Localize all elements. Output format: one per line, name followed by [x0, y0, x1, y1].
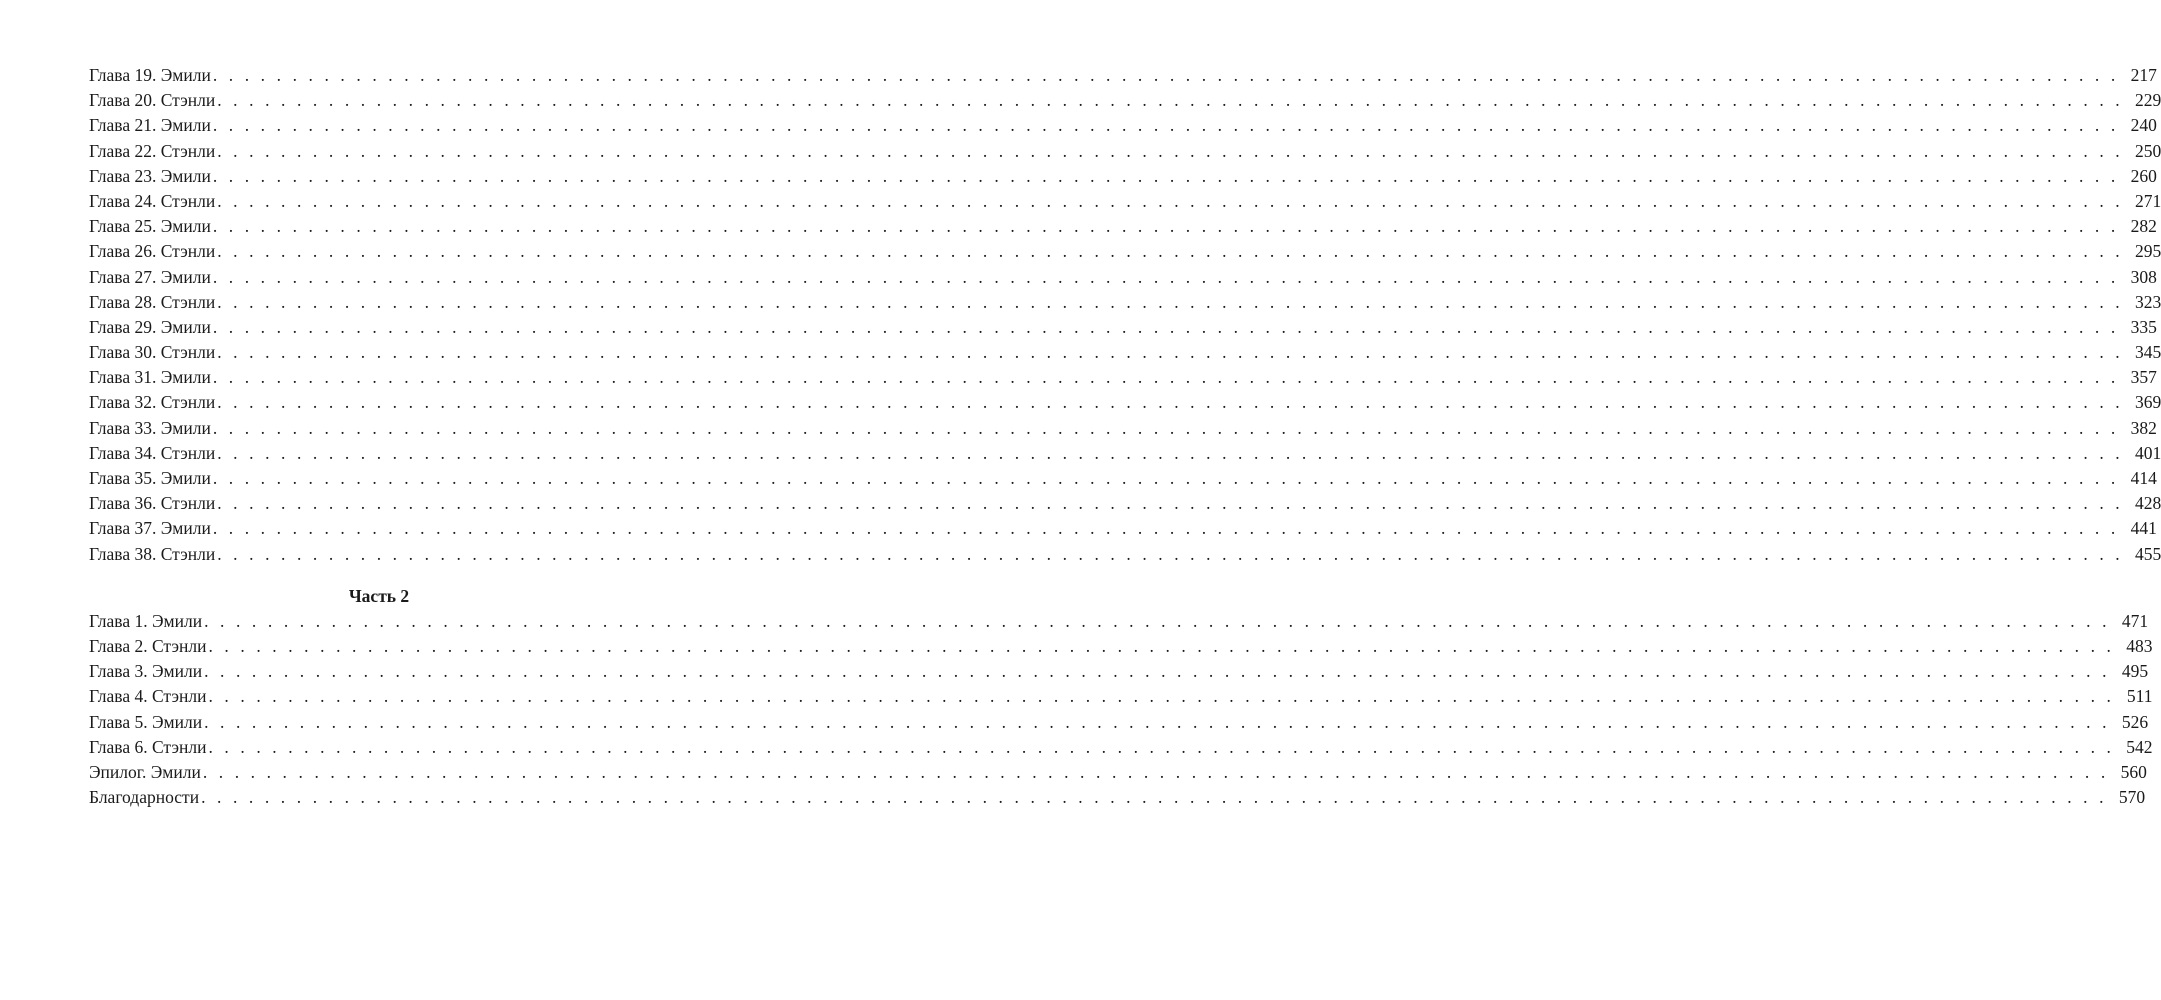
toc-entry [89, 466, 2157, 491]
dot-leader: . . . . . . . . . . . . . . . . . . . . . . . . . . . . . . . . . . . . . . . . . . . . . . . . . . . . . . . . . . . . . . . . . . . . . . . . . . . . . . . . . . . . . . . . . . . . . . . . . . . . . . . . . . . . . . . . . . . . . . . . [202, 761, 2109, 782]
toc-entry [89, 164, 2157, 189]
toc-entry-page: 483 [2126, 635, 2153, 656]
dot-leader: . . . . . . . . . . . . . . . . . . . . . . . . . . . . . . . . . . . . . . . . . . . . . . . . . . . . . . . . . . . . . . . . . . . . . . . . . . . . . . . . . . . . . . . . . . . . . . . . . . . . . . . . . . . . . . . . . . . . . . . . [217, 392, 2124, 413]
toc-entry [89, 390, 2161, 415]
toc-entry-title: Эпилог. Эмили [89, 761, 201, 782]
toc-entry-title: Глава 30. Стэнли [89, 342, 216, 363]
toc-entry-title: Глава 24. Стэнли [89, 190, 216, 211]
toc-entry [89, 710, 2149, 735]
toc-entry-page: 455 [2135, 543, 2161, 564]
dot-leader: . . . . . . . . . . . . . . . . . . . . . . . . . . . . . . . . . . . . . . . . . . . . . . . . . . . . . . . . . . . . . . . . . . . . . . . . . . . . . . . . . . . . . . . . . . . . . . . . . . . . . . . . . . . . . . . . . . . . . . . . [204, 610, 2111, 631]
dot-leader: . . . . . . . . . . . . . . . . . . . . . . . . . . . . . . . . . . . . . . . . . . . . . . . . . . . . . . . . . . . . . . . . . . . . . . . . . . . . . . . . . . . . . . . . . . . . . . . . . . . . . . . . . . . . . . . . . . . . . . . . [217, 291, 2124, 312]
toc-entry [89, 139, 2161, 164]
table-of-contents [89, 63, 2161, 810]
toc-entry-title: Глава 31. Эмили [89, 367, 211, 388]
toc-entry-page: 526 [2121, 711, 2149, 732]
toc-entry-page: 250 [2135, 140, 2161, 161]
dot-leader: . . . . . . . . . . . . . . . . . . . . . . . . . . . . . . . . . . . . . . . . . . . . . . . . . . . . . . . . . . . . . . . . . . . . . . . . . . . . . . . . . . . . . . . . . . . . . . . . . . . . . . . . . . . . . . . . . . . . . . . . [208, 686, 2115, 707]
toc-entry-title: Глава 20. Стэнли [89, 90, 216, 111]
toc-entry [89, 365, 2157, 390]
toc-entry-title: Глава 32. Стэнли [89, 392, 216, 413]
toc-entry [89, 239, 2161, 264]
toc-entry-page: 217 [2130, 65, 2157, 85]
toc-entry-page: 495 [2121, 661, 2149, 682]
toc-entry [89, 684, 2153, 709]
toc-entry-page: 560 [2120, 761, 2147, 782]
toc-entry-page: 240 [2130, 115, 2157, 136]
dot-leader: . . . . . . . . . . . . . . . . . . . . . . . . . . . . . . . . . . . . . . . . . . . . . . . . . . . . . . . . . . . . . . . . . . . . . . . . . . . . . . . . . . . . . . . . . . . . . . . . . . . . . . . . . . . . . . . . . . . . . . . . [212, 115, 2119, 136]
toc-entry-page: 357 [2130, 367, 2157, 388]
dot-leader: . . . . . . . . . . . . . . . . . . . . . . . . . . . . . . . . . . . . . . . . . . . . . . . . . . . . . . . . . . . . . . . . . . . . . . . . . . . . . . . . . . . . . . . . . . . . . . . . . . . . . . . . . . . . . . . . . . . . . . . . [217, 493, 2124, 514]
toc-entry [89, 290, 2161, 315]
dot-leader: . . . . . . . . . . . . . . . . . . . . . . . . . . . . . . . . . . . . . . . . . . . . . . . . . . . . . . . . . . . . . . . . . . . . . . . . . . . . . . . . . . . . . . . . . . . . . . . . . . . . . . . . . . . . . . . . . . . . . . . . [204, 661, 2111, 682]
toc-entry-page: 382 [2130, 417, 2157, 438]
part2-heading: Часть 2 [348, 585, 410, 606]
toc-entry-title: Глава 6. Стэнли [89, 736, 207, 757]
toc-entry-title: Глава 2. Стэнли [89, 635, 207, 656]
dot-leader: . . . . . . . . . . . . . . . . . . . . . . . . . . . . . . . . . . . . . . . . . . . . . . . . . . . . . . . . . . . . . . . . . . . . . . . . . . . . . . . . . . . . . . . . . . . . . . . . . . . . . . . . . . . . . . . . . . . . . . . . [212, 417, 2119, 438]
toc-entry [89, 609, 2149, 634]
toc-entry [89, 441, 2161, 466]
toc-entry [89, 785, 2146, 810]
toc-entry-title: Глава 22. Стэнли [89, 140, 216, 161]
toc-entry [89, 491, 2161, 516]
dot-leader: . . . . . . . . . . . . . . . . . . . . . . . . . . . . . . . . . . . . . . . . . . . . . . . . . . . . . . . . . . . . . . . . . . . . . . . . . . . . . . . . . . . . . . . . . . . . . . . . . . . . . . . . . . . . . . . . . . . . . . . . [212, 65, 2119, 85]
toc-entry [89, 340, 2161, 365]
toc-entry [89, 113, 2157, 138]
dot-leader: . . . . . . . . . . . . . . . . . . . . . . . . . . . . . . . . . . . . . . . . . . . . . . . . . . . . . . . . . . . . . . . . . . . . . . . . . . . . . . . . . . . . . . . . . . . . . . . . . . . . . . . . . . . . . . . . . . . . . . . . [212, 266, 2119, 287]
toc-entry-page: 401 [2135, 442, 2161, 463]
dot-leader: . . . . . . . . . . . . . . . . . . . . . . . . . . . . . . . . . . . . . . . . . . . . . . . . . . . . . . . . . . . . . . . . . . . . . . . . . . . . . . . . . . . . . . . . . . . . . . . . . . . . . . . . . . . . . . . . . . . . . . . . [217, 90, 2124, 111]
dot-leader: . . . . . . . . . . . . . . . . . . . . . . . . . . . . . . . . . . . . . . . . . . . . . . . . . . . . . . . . . . . . . . . . . . . . . . . . . . . . . . . . . . . . . . . . . . . . . . . . . . . . . . . . . . . . . . . . . . . . . . . . [217, 442, 2124, 463]
toc-entry-title: Глава 34. Стэнли [89, 442, 216, 463]
toc-entry [89, 542, 2161, 567]
part1-entry-list [89, 63, 2161, 567]
toc-entry-title: Глава 33. Эмили [89, 417, 211, 438]
toc-entry-page: 471 [2121, 610, 2149, 631]
toc-entry-title: Глава 5. Эмили [89, 711, 203, 732]
toc-entry-page: 295 [2135, 241, 2161, 262]
toc-entry-title: Глава 26. Стэнли [89, 241, 216, 262]
toc-entry-page: 271 [2135, 190, 2161, 211]
toc-entry-title: Глава 21. Эмили [89, 115, 211, 136]
dot-leader: . . . . . . . . . . . . . . . . . . . . . . . . . . . . . . . . . . . . . . . . . . . . . . . . . . . . . . . . . . . . . . . . . . . . . . . . . . . . . . . . . . . . . . . . . . . . . . . . . . . . . . . . . . . . . . . . . . . . . . . . [217, 190, 2124, 211]
dot-leader: . . . . . . . . . . . . . . . . . . . . . . . . . . . . . . . . . . . . . . . . . . . . . . . . . . . . . . . . . . . . . . . . . . . . . . . . . . . . . . . . . . . . . . . . . . . . . . . . . . . . . . . . . . . . . . . . . . . . . . . . [217, 140, 2124, 161]
dot-leader: . . . . . . . . . . . . . . . . . . . . . . . . . . . . . . . . . . . . . . . . . . . . . . . . . . . . . . . . . . . . . . . . . . . . . . . . . . . . . . . . . . . . . . . . . . . . . . . . . . . . . . . . . . . . . . . . . . . . . . . . [212, 468, 2119, 488]
toc-entry [89, 659, 2149, 684]
toc-entry-page: 441 [2130, 518, 2157, 539]
toc-entry-page: 335 [2130, 316, 2157, 337]
toc-entry-page: 542 [2126, 736, 2153, 757]
toc-entry-title: Глава 25. Эмили [89, 216, 211, 237]
dot-leader: . . . . . . . . . . . . . . . . . . . . . . . . . . . . . . . . . . . . . . . . . . . . . . . . . . . . . . . . . . . . . . . . . . . . . . . . . . . . . . . . . . . . . . . . . . . . . . . . . . . . . . . . . . . . . . . . . . . . . . . . [212, 367, 2119, 388]
toc-entry-title: Благодарности [89, 787, 200, 808]
toc-entry [89, 265, 2157, 290]
toc-entry-title: Глава 29. Эмили [89, 316, 211, 337]
dot-leader: . . . . . . . . . . . . . . . . . . . . . . . . . . . . . . . . . . . . . . . . . . . . . . . . . . . . . . . . . . . . . . . . . . . . . . . . . . . . . . . . . . . . . . . . . . . . . . . . . . . . . . . . . . . . . . . . . . . . . . . . [217, 543, 2124, 564]
toc-entry [89, 63, 2157, 88]
toc-entry-page: 428 [2135, 493, 2161, 514]
dot-leader: . . . . . . . . . . . . . . . . . . . . . . . . . . . . . . . . . . . . . . . . . . . . . . . . . . . . . . . . . . . . . . . . . . . . . . . . . . . . . . . . . . . . . . . . . . . . . . . . . . . . . . . . . . . . . . . . . . . . . . . . [204, 711, 2111, 732]
toc-entry-title: Глава 28. Стэнли [89, 291, 216, 312]
toc-entry-page: 345 [2135, 342, 2161, 363]
dot-leader: . . . . . . . . . . . . . . . . . . . . . . . . . . . . . . . . . . . . . . . . . . . . . . . . . . . . . . . . . . . . . . . . . . . . . . . . . . . . . . . . . . . . . . . . . . . . . . . . . . . . . . . . . . . . . . . . . . . . . . . . [212, 165, 2119, 186]
toc-entry-title: Глава 23. Эмили [89, 165, 211, 186]
dot-leader: . . . . . . . . . . . . . . . . . . . . . . . . . . . . . . . . . . . . . . . . . . . . . . . . . . . . . . . . . . . . . . . . . . . . . . . . . . . . . . . . . . . . . . . . . . . . . . . . . . . . . . . . . . . . . . . . . . . . . . . . [201, 787, 2108, 808]
toc-entry [89, 88, 2161, 113]
toc-entry-title: Глава 1. Эмили [89, 610, 203, 631]
toc-entry-page: 323 [2135, 291, 2161, 312]
toc-entry-page: 308 [2130, 266, 2157, 287]
toc-entry-page: 369 [2135, 392, 2161, 413]
toc-entry [89, 516, 2157, 541]
toc-entry-page: 260 [2130, 165, 2157, 186]
toc-entry-title: Глава 19. Эмили [89, 65, 211, 85]
toc-entry-title: Глава 4. Стэнли [89, 686, 207, 707]
part2-entry-list [89, 609, 2153, 811]
toc-entry-title: Глава 37. Эмили [89, 518, 211, 539]
toc-entry [89, 634, 2153, 659]
dot-leader: . . . . . . . . . . . . . . . . . . . . . . . . . . . . . . . . . . . . . . . . . . . . . . . . . . . . . . . . . . . . . . . . . . . . . . . . . . . . . . . . . . . . . . . . . . . . . . . . . . . . . . . . . . . . . . . . . . . . . . . . [208, 635, 2115, 656]
toc-entry-page: 511 [2126, 686, 2153, 707]
toc-entry [89, 189, 2161, 214]
toc-entry-title: Глава 38. Стэнли [89, 543, 216, 564]
toc-entry [89, 416, 2157, 441]
toc-entry-page: 229 [2135, 90, 2161, 111]
toc-entry [89, 315, 2157, 340]
toc-entry-page: 282 [2130, 216, 2157, 237]
toc-entry-title: Глава 3. Эмили [89, 661, 203, 682]
dot-leader: . . . . . . . . . . . . . . . . . . . . . . . . . . . . . . . . . . . . . . . . . . . . . . . . . . . . . . . . . . . . . . . . . . . . . . . . . . . . . . . . . . . . . . . . . . . . . . . . . . . . . . . . . . . . . . . . . . . . . . . . [217, 241, 2124, 262]
dot-leader: . . . . . . . . . . . . . . . . . . . . . . . . . . . . . . . . . . . . . . . . . . . . . . . . . . . . . . . . . . . . . . . . . . . . . . . . . . . . . . . . . . . . . . . . . . . . . . . . . . . . . . . . . . . . . . . . . . . . . . . . [212, 216, 2119, 237]
toc-entry-page: 414 [2130, 468, 2157, 488]
dot-leader: . . . . . . . . . . . . . . . . . . . . . . . . . . . . . . . . . . . . . . . . . . . . . . . . . . . . . . . . . . . . . . . . . . . . . . . . . . . . . . . . . . . . . . . . . . . . . . . . . . . . . . . . . . . . . . . . . . . . . . . . [208, 736, 2115, 757]
toc-entry [89, 214, 2157, 239]
dot-leader: . . . . . . . . . . . . . . . . . . . . . . . . . . . . . . . . . . . . . . . . . . . . . . . . . . . . . . . . . . . . . . . . . . . . . . . . . . . . . . . . . . . . . . . . . . . . . . . . . . . . . . . . . . . . . . . . . . . . . . . . [217, 342, 2124, 363]
dot-leader: . . . . . . . . . . . . . . . . . . . . . . . . . . . . . . . . . . . . . . . . . . . . . . . . . . . . . . . . . . . . . . . . . . . . . . . . . . . . . . . . . . . . . . . . . . . . . . . . . . . . . . . . . . . . . . . . . . . . . . . . [212, 518, 2119, 539]
dot-leader: . . . . . . . . . . . . . . . . . . . . . . . . . . . . . . . . . . . . . . . . . . . . . . . . . . . . . . . . . . . . . . . . . . . . . . . . . . . . . . . . . . . . . . . . . . . . . . . . . . . . . . . . . . . . . . . . . . . . . . . . [212, 316, 2119, 337]
toc-entry [89, 760, 2147, 785]
toc-entry-page: 570 [2118, 787, 2146, 808]
toc-entry-title: Глава 36. Стэнли [89, 493, 216, 514]
toc-entry [89, 735, 2153, 760]
toc-entry-title: Глава 27. Эмили [89, 266, 211, 287]
toc-entry-title: Глава 35. Эмили [89, 468, 211, 488]
